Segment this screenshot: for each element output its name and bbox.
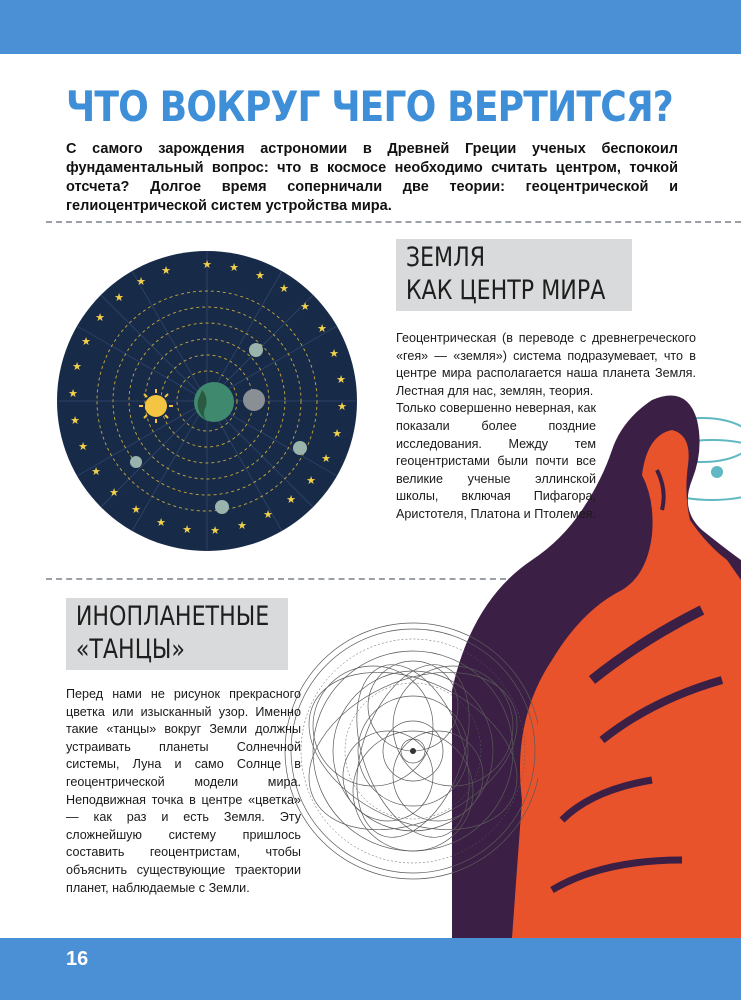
svg-text:★: ★: [156, 516, 166, 529]
heading-line-1: ИНОПЛАНЕТНЫЕ: [75, 601, 270, 632]
svg-text:★: ★: [337, 400, 347, 413]
svg-text:★: ★: [263, 508, 273, 521]
section2-paragraph: Перед нами не рисунок прекрасного цветка или изысканный узор. Именно такие «танцы» вокруг Земли должны устраивать планеты Солнечной системы, Луна и само Солнце в геоцентрической модели мира. Неподвижная точка в центре «цветка» — как раз и есть Земля. Эту сложнейшую систему пришлось составить геоцентристам, чтобы объяснить существующие траектории планет, наблюдаемые с Земли.: [66, 687, 301, 895]
svg-text:★: ★: [336, 373, 346, 386]
svg-text:★: ★: [329, 347, 339, 360]
page-title: ЧТО ВОКРУГ ЧЕГО ВЕРТИТСЯ?: [66, 82, 673, 131]
svg-text:★: ★: [131, 503, 141, 516]
section1-paragraph-1: Геоцентрическая (в переводе с древнегреческого «гея» — «земля») система подразумевает, что в центре мира располагается наша планета Земля. Лестная для нас, землян, теория.: [396, 331, 696, 398]
svg-text:★: ★: [255, 269, 265, 282]
top-color-band: [0, 0, 741, 54]
section2-body: [66, 686, 301, 897]
svg-text:★: ★: [321, 452, 331, 465]
svg-text:★: ★: [78, 440, 88, 453]
section1-paragraph-2: Только совершенно неверная, как показали более поздние исследования. Между тем геоцентристами были почти все великие ученые эллинской школы, включая Пифагора, Аристотеля, Платона и Птолемея.: [396, 401, 596, 521]
page-number: 16: [66, 948, 89, 970]
section-heading-earth-center: [396, 239, 632, 311]
section-divider-middle: [46, 578, 506, 580]
svg-text:★: ★: [286, 493, 296, 506]
svg-text:★: ★: [70, 414, 80, 427]
heading-line-2: «ТАНЦЫ»: [75, 634, 185, 665]
heading-line-2: КАК ЦЕНТР МИРА: [405, 275, 606, 306]
svg-text:★: ★: [306, 474, 316, 487]
svg-text:★: ★: [202, 258, 212, 271]
bottom-color-band: [0, 938, 741, 1000]
svg-text:★: ★: [72, 360, 82, 373]
epicycle-drawing: [278, 586, 538, 916]
svg-text:★: ★: [81, 335, 91, 348]
svg-text:★: ★: [136, 275, 146, 288]
svg-text:★: ★: [279, 282, 289, 295]
svg-text:★: ★: [210, 524, 220, 537]
svg-text:★: ★: [109, 486, 119, 499]
svg-text:★: ★: [68, 387, 78, 400]
svg-text:★: ★: [95, 311, 105, 324]
svg-text:★: ★: [161, 264, 171, 277]
section-heading-dances: [66, 598, 288, 670]
svg-text:★: ★: [182, 523, 192, 536]
svg-text:★: ★: [91, 465, 101, 478]
svg-text:★: ★: [332, 427, 342, 440]
intro-paragraph: С самого зарождения астрономии в Древней Греции ученых беспокоил фундаментальный вопрос: что в космосе необходимо считать центром, точкой отсчета? Долгое время соперничали две теории: геоцентрической и гелиоцентрической систем устройства мира.: [66, 141, 678, 214]
svg-text:★: ★: [300, 300, 310, 313]
section1-body: [396, 330, 696, 524]
heading-line-1: ЗЕМЛЯ: [405, 242, 486, 273]
svg-text:★: ★: [114, 291, 124, 304]
svg-text:★: ★: [229, 261, 239, 274]
section-divider-top: [46, 221, 741, 223]
svg-text:★: ★: [317, 322, 327, 335]
geocentric-cosmos-illustration: [56, 250, 358, 552]
svg-text:★: ★: [237, 519, 247, 532]
